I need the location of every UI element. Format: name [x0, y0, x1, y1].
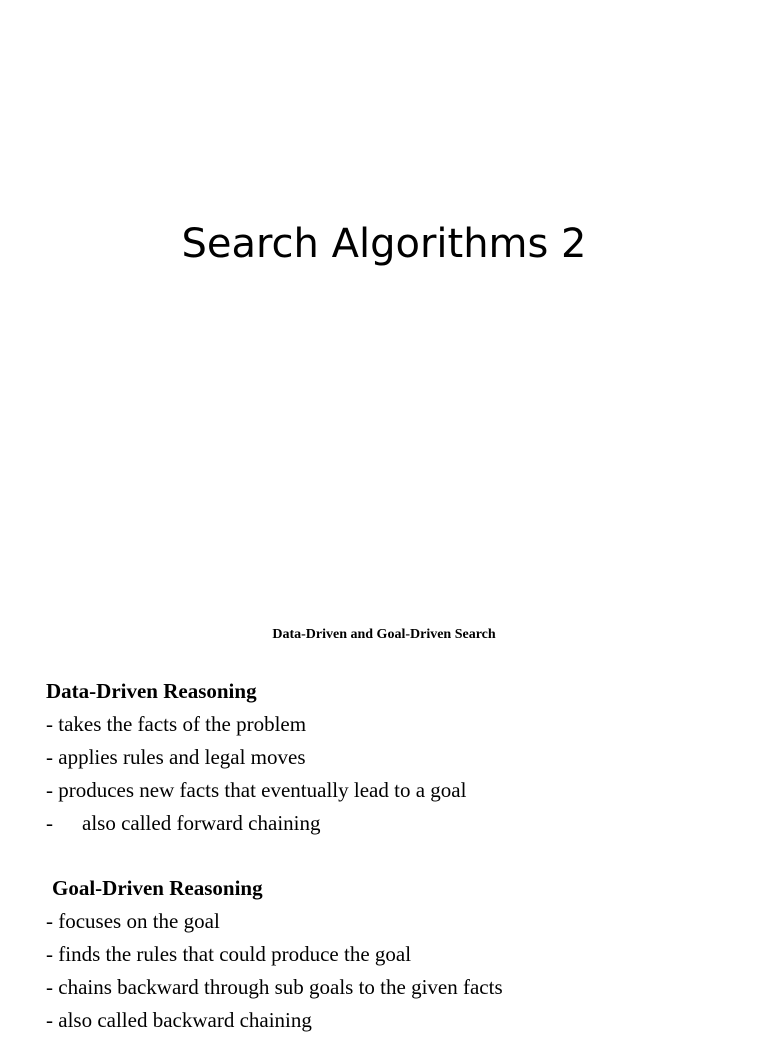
data-driven-block [46, 675, 466, 840]
goal-driven-heading: Goal-Driven Reasoning [52, 876, 263, 900]
goal-driven-heading-line [46, 872, 503, 905]
section-heading: Data-Driven and Goal-Driven Search [272, 627, 496, 642]
goal-driven-item: - focuses on the goal [46, 909, 220, 933]
bullet-dash: - [46, 811, 53, 835]
data-driven-heading: Data-Driven Reasoning [46, 679, 257, 703]
data-driven-item: - takes the facts of the problem [46, 712, 307, 736]
goal-driven-item: - also called backward chaining [46, 1008, 312, 1032]
slide-title: Search Algorithms 2 [181, 221, 587, 267]
data-driven-item-last [46, 807, 466, 840]
goal-driven-item: - finds the rules that could produce the goal [46, 942, 412, 966]
goal-driven-item: - chains backward through sub goals to the given facts [46, 975, 503, 999]
data-driven-item: - applies rules and legal moves [46, 745, 306, 769]
data-driven-item: - produces new facts that eventually lead to a goal [46, 778, 467, 802]
goal-driven-block [46, 872, 503, 1037]
data-driven-item-text: also called forward chaining [82, 811, 321, 835]
